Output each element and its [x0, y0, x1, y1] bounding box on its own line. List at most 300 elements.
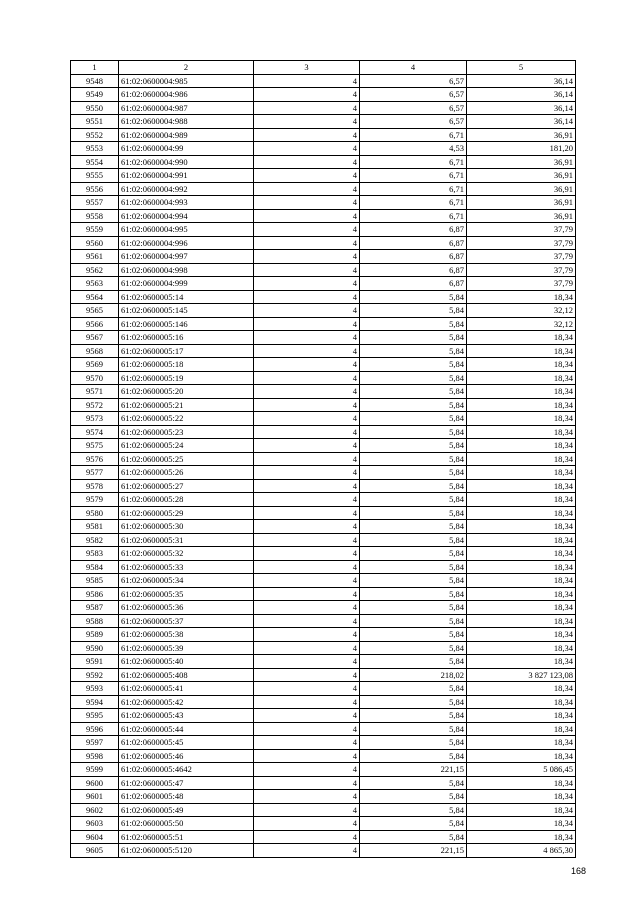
- table-cell-col-2: 61:02:0600005:17: [119, 344, 254, 358]
- table-cell-col-3: 4: [254, 736, 360, 750]
- table-cell-col-1: 9548: [71, 74, 119, 88]
- table-row: [71, 844, 576, 858]
- table-cell-col-3: 4: [254, 196, 360, 210]
- table-cell-col-1: 9550: [71, 101, 119, 115]
- table-cell-col-5: 18,34: [467, 682, 576, 696]
- table-cell-col-5: 18,34: [467, 790, 576, 804]
- table-cell-col-4: 5,84: [360, 452, 467, 466]
- table-cell-col-5: 18,34: [467, 736, 576, 750]
- table-cell-col-4: 5,84: [360, 533, 467, 547]
- table-cell-col-1: 9583: [71, 547, 119, 561]
- column-header-5: 5: [467, 61, 576, 75]
- table-cell-col-2: 61:02:0600005:25: [119, 452, 254, 466]
- table-cell-col-3: 4: [254, 304, 360, 318]
- table-cell-col-4: 6,87: [360, 223, 467, 237]
- table-cell-col-5: 18,34: [467, 574, 576, 588]
- table-row: [71, 506, 576, 520]
- table-cell-col-1: 9549: [71, 88, 119, 102]
- column-header-4: 4: [360, 61, 467, 75]
- table-cell-col-1: 9598: [71, 749, 119, 763]
- table-cell-col-3: 4: [254, 277, 360, 291]
- table-cell-col-1: 9592: [71, 668, 119, 682]
- table-cell-col-3: 4: [254, 803, 360, 817]
- table-cell-col-3: 4: [254, 844, 360, 858]
- table-cell-col-2: 61:02:0600005:19: [119, 371, 254, 385]
- table-cell-col-3: 4: [254, 290, 360, 304]
- table-cell-col-5: 36,91: [467, 155, 576, 169]
- table-cell-col-5: 36,91: [467, 196, 576, 210]
- table-cell-col-1: 9597: [71, 736, 119, 750]
- table-row: [71, 371, 576, 385]
- table-cell-col-2: 61:02:0600005:5120: [119, 844, 254, 858]
- table-cell-col-3: 4: [254, 317, 360, 331]
- table-row: [71, 398, 576, 412]
- table-cell-col-3: 4: [254, 398, 360, 412]
- table-cell-col-3: 4: [254, 250, 360, 264]
- table-cell-col-2: 61:02:0600004:998: [119, 263, 254, 277]
- table-cell-col-5: 18,34: [467, 425, 576, 439]
- table-row: [71, 533, 576, 547]
- table-cell-col-3: 4: [254, 223, 360, 237]
- table-row: [71, 142, 576, 156]
- table-cell-col-5: 18,34: [467, 641, 576, 655]
- table-cell-col-3: 4: [254, 425, 360, 439]
- table-cell-col-1: 9586: [71, 587, 119, 601]
- table-cell-col-2: 61:02:0600005:145: [119, 304, 254, 318]
- table-cell-col-5: 37,79: [467, 250, 576, 264]
- table-cell-col-1: 9581: [71, 520, 119, 534]
- table-cell-col-3: 4: [254, 412, 360, 426]
- table-cell-col-2: 61:02:0600005:36: [119, 601, 254, 615]
- table-cell-col-3: 4: [254, 182, 360, 196]
- table-cell-col-3: 4: [254, 263, 360, 277]
- table-row: [71, 425, 576, 439]
- table-cell-col-1: 9570: [71, 371, 119, 385]
- table-cell-col-2: 61:02:0600004:987: [119, 101, 254, 115]
- table-row: [71, 601, 576, 615]
- table-cell-col-5: 18,34: [467, 290, 576, 304]
- table-cell-col-2: 61:02:0600005:21: [119, 398, 254, 412]
- table-cell-col-2: 61:02:0600005:146: [119, 317, 254, 331]
- table-cell-col-5: 37,79: [467, 236, 576, 250]
- table-cell-col-1: 9585: [71, 574, 119, 588]
- table-cell-col-1: 9576: [71, 452, 119, 466]
- table-cell-col-3: 4: [254, 452, 360, 466]
- table-row: [71, 817, 576, 831]
- table-row: [71, 736, 576, 750]
- table-cell-col-5: 18,34: [467, 830, 576, 844]
- table-cell-col-3: 4: [254, 128, 360, 142]
- table-cell-col-4: 6,87: [360, 236, 467, 250]
- table-cell-col-4: 6,87: [360, 250, 467, 264]
- table-cell-col-3: 4: [254, 466, 360, 480]
- table-cell-col-1: 9555: [71, 169, 119, 183]
- table-row: [71, 587, 576, 601]
- table-cell-col-4: 6,57: [360, 88, 467, 102]
- table-row: [71, 250, 576, 264]
- table-cell-col-5: 18,34: [467, 344, 576, 358]
- table-cell-col-1: 9580: [71, 506, 119, 520]
- table-row: [71, 331, 576, 345]
- table-cell-col-4: 6,71: [360, 182, 467, 196]
- table-cell-col-4: 5,84: [360, 425, 467, 439]
- table-cell-col-3: 4: [254, 439, 360, 453]
- table-cell-col-4: 5,84: [360, 574, 467, 588]
- table-row: [71, 358, 576, 372]
- table-cell-col-1: 9599: [71, 763, 119, 777]
- table-cell-col-1: 9556: [71, 182, 119, 196]
- table-cell-col-3: 4: [254, 695, 360, 709]
- table-cell-col-5: 32,12: [467, 304, 576, 318]
- table-cell-col-4: 5,84: [360, 290, 467, 304]
- table-row: [71, 236, 576, 250]
- table-cell-col-4: 5,84: [360, 628, 467, 642]
- table-cell-col-5: 18,34: [467, 803, 576, 817]
- table-row: [71, 385, 576, 399]
- table-cell-col-1: 9594: [71, 695, 119, 709]
- table-cell-col-4: 6,57: [360, 101, 467, 115]
- table-row: [71, 641, 576, 655]
- table-cell-col-5: 18,34: [467, 331, 576, 345]
- table-cell-col-2: 61:02:0600005:14: [119, 290, 254, 304]
- column-header-3: 3: [254, 61, 360, 75]
- table-cell-col-3: 4: [254, 601, 360, 615]
- table-cell-col-1: 9560: [71, 236, 119, 250]
- table-cell-col-4: 6,71: [360, 128, 467, 142]
- table-cell-col-5: 18,34: [467, 628, 576, 642]
- table-cell-col-3: 4: [254, 830, 360, 844]
- table-cell-col-5: 18,34: [467, 479, 576, 493]
- table-cell-col-2: 61:02:0600005:31: [119, 533, 254, 547]
- table-cell-col-5: 18,34: [467, 412, 576, 426]
- table-cell-col-1: 9596: [71, 722, 119, 736]
- table-cell-col-2: 61:02:0600005:47: [119, 776, 254, 790]
- table-row: [71, 560, 576, 574]
- table-cell-col-1: 9595: [71, 709, 119, 723]
- table-cell-col-2: 61:02:0600005:38: [119, 628, 254, 642]
- table-cell-col-4: 5,84: [360, 493, 467, 507]
- table-cell-col-4: 5,84: [360, 331, 467, 345]
- table-cell-col-5: 18,34: [467, 749, 576, 763]
- table-cell-col-5: 36,14: [467, 115, 576, 129]
- table-cell-col-2: 61:02:0600004:999: [119, 277, 254, 291]
- table-cell-col-2: 61:02:0600005:24: [119, 439, 254, 453]
- table-cell-col-1: 9588: [71, 614, 119, 628]
- table-row: [71, 155, 576, 169]
- table-cell-col-4: 6,87: [360, 263, 467, 277]
- table-cell-col-3: 4: [254, 358, 360, 372]
- table-cell-col-3: 4: [254, 371, 360, 385]
- table-row: [71, 466, 576, 480]
- table-cell-col-2: 61:02:0600004:99: [119, 142, 254, 156]
- table-cell-col-5: 36,91: [467, 128, 576, 142]
- table-cell-col-3: 4: [254, 493, 360, 507]
- table-cell-col-4: 6,71: [360, 196, 467, 210]
- column-header-1: 1: [71, 61, 119, 75]
- table-cell-col-3: 4: [254, 331, 360, 345]
- table-cell-col-5: 18,34: [467, 709, 576, 723]
- table-cell-col-2: 61:02:0600004:992: [119, 182, 254, 196]
- table-cell-col-1: 9573: [71, 412, 119, 426]
- table-cell-col-4: 5,84: [360, 655, 467, 669]
- table-cell-col-4: 218,02: [360, 668, 467, 682]
- table-row: [71, 682, 576, 696]
- data-table: [70, 60, 576, 858]
- table-cell-col-2: 61:02:0600005:49: [119, 803, 254, 817]
- table-cell-col-4: 5,84: [360, 412, 467, 426]
- table-cell-col-1: 9591: [71, 655, 119, 669]
- table-cell-col-4: 5,84: [360, 709, 467, 723]
- table-cell-col-3: 4: [254, 817, 360, 831]
- table-cell-col-4: 5,84: [360, 817, 467, 831]
- table-cell-col-4: 5,84: [360, 749, 467, 763]
- table-cell-col-2: 61:02:0600004:994: [119, 209, 254, 223]
- table-cell-col-4: 5,84: [360, 722, 467, 736]
- table-row: [71, 452, 576, 466]
- table-row: [71, 101, 576, 115]
- table-cell-col-5: 18,34: [467, 439, 576, 453]
- table-row: [71, 263, 576, 277]
- table-cell-col-3: 4: [254, 74, 360, 88]
- table-cell-col-1: 9572: [71, 398, 119, 412]
- table-row: [71, 344, 576, 358]
- table-cell-col-4: 5,84: [360, 439, 467, 453]
- table-cell-col-1: 9571: [71, 385, 119, 399]
- table-cell-col-4: 5,84: [360, 344, 467, 358]
- table-cell-col-1: 9567: [71, 331, 119, 345]
- table-cell-col-4: 6,71: [360, 169, 467, 183]
- table-row: [71, 182, 576, 196]
- table-cell-col-1: 9574: [71, 425, 119, 439]
- table-row: [71, 628, 576, 642]
- table-row: [71, 223, 576, 237]
- table-cell-col-5: 181,20: [467, 142, 576, 156]
- table-cell-col-1: 9605: [71, 844, 119, 858]
- table-cell-col-4: 5,84: [360, 695, 467, 709]
- table-cell-col-5: 36,14: [467, 88, 576, 102]
- table-cell-col-2: 61:02:0600005:42: [119, 695, 254, 709]
- table-cell-col-5: 36,14: [467, 101, 576, 115]
- table-cell-col-1: 9579: [71, 493, 119, 507]
- table-cell-col-3: 4: [254, 776, 360, 790]
- table-row: [71, 830, 576, 844]
- table-cell-col-2: 61:02:0600005:35: [119, 587, 254, 601]
- table-cell-col-3: 4: [254, 587, 360, 601]
- table-header: [71, 61, 576, 75]
- table-cell-col-2: 61:02:0600005:22: [119, 412, 254, 426]
- table-row: [71, 412, 576, 426]
- table-cell-col-1: 9552: [71, 128, 119, 142]
- table-cell-col-4: 5,84: [360, 547, 467, 561]
- table-cell-col-2: 61:02:0600004:996: [119, 236, 254, 250]
- page-number: 168: [570, 866, 586, 876]
- table-cell-col-5: 36,14: [467, 74, 576, 88]
- table-row: [71, 614, 576, 628]
- table-cell-col-3: 4: [254, 142, 360, 156]
- table-cell-col-5: 18,34: [467, 520, 576, 534]
- table-row: [71, 493, 576, 507]
- table-cell-col-2: 61:02:0600005:33: [119, 560, 254, 574]
- table-row: [71, 290, 576, 304]
- table-cell-col-3: 4: [254, 236, 360, 250]
- table-cell-col-3: 4: [254, 520, 360, 534]
- table-cell-col-5: 36,91: [467, 182, 576, 196]
- table-cell-col-4: 5,84: [360, 790, 467, 804]
- table-cell-col-3: 4: [254, 574, 360, 588]
- table-cell-col-5: 18,34: [467, 601, 576, 615]
- table-row: [71, 74, 576, 88]
- table-cell-col-3: 4: [254, 547, 360, 561]
- table-cell-col-3: 4: [254, 709, 360, 723]
- table-cell-col-1: 9568: [71, 344, 119, 358]
- table-cell-col-4: 5,84: [360, 614, 467, 628]
- table-cell-col-5: 18,34: [467, 371, 576, 385]
- column-header-2: 2: [119, 61, 254, 75]
- table-cell-col-4: 5,84: [360, 560, 467, 574]
- table-cell-col-4: 221,15: [360, 763, 467, 777]
- table-cell-col-4: 221,15: [360, 844, 467, 858]
- table-cell-col-1: 9566: [71, 317, 119, 331]
- table-row: [71, 304, 576, 318]
- table-cell-col-1: 9554: [71, 155, 119, 169]
- table-cell-col-2: 61:02:0600005:4642: [119, 763, 254, 777]
- table-cell-col-4: 5,84: [360, 358, 467, 372]
- table-row: [71, 803, 576, 817]
- table-cell-col-4: 5,84: [360, 601, 467, 615]
- table-cell-col-3: 4: [254, 722, 360, 736]
- table-row: [71, 277, 576, 291]
- table-cell-col-5: 5 086,45: [467, 763, 576, 777]
- table-cell-col-5: 18,34: [467, 466, 576, 480]
- table-cell-col-2: 61:02:0600005:29: [119, 506, 254, 520]
- table-cell-col-2: 61:02:0600005:39: [119, 641, 254, 655]
- table-cell-col-3: 4: [254, 790, 360, 804]
- table-cell-col-1: 9557: [71, 196, 119, 210]
- table-row: [71, 209, 576, 223]
- table-cell-col-3: 4: [254, 479, 360, 493]
- table-cell-col-2: 61:02:0600005:44: [119, 722, 254, 736]
- table-cell-col-2: 61:02:0600005:26: [119, 466, 254, 480]
- table-cell-col-1: 9604: [71, 830, 119, 844]
- table-cell-col-3: 4: [254, 749, 360, 763]
- table-cell-col-4: 6,57: [360, 115, 467, 129]
- table-cell-col-4: 5,84: [360, 736, 467, 750]
- table-cell-col-1: 9590: [71, 641, 119, 655]
- table-cell-col-2: 61:02:0600005:16: [119, 331, 254, 345]
- table-cell-col-3: 4: [254, 344, 360, 358]
- table-cell-col-3: 4: [254, 209, 360, 223]
- table-cell-col-2: 61:02:0600005:40: [119, 655, 254, 669]
- table-cell-col-3: 4: [254, 560, 360, 574]
- table-cell-col-3: 4: [254, 506, 360, 520]
- table-cell-col-3: 4: [254, 682, 360, 696]
- table-cell-col-4: 5,84: [360, 466, 467, 480]
- table-cell-col-1: 9603: [71, 817, 119, 831]
- table-cell-col-2: 61:02:0600005:51: [119, 830, 254, 844]
- table-cell-col-1: 9575: [71, 439, 119, 453]
- table-cell-col-2: 61:02:0600005:18: [119, 358, 254, 372]
- table-row: [71, 479, 576, 493]
- table-cell-col-3: 4: [254, 668, 360, 682]
- table-cell-col-4: 5,84: [360, 682, 467, 696]
- table-cell-col-1: 9563: [71, 277, 119, 291]
- table-cell-col-5: 37,79: [467, 277, 576, 291]
- table-cell-col-1: 9564: [71, 290, 119, 304]
- table-cell-col-4: 5,84: [360, 803, 467, 817]
- table-cell-col-5: 36,91: [467, 209, 576, 223]
- table-cell-col-1: 9553: [71, 142, 119, 156]
- table-row: [71, 439, 576, 453]
- table-cell-col-5: 18,34: [467, 493, 576, 507]
- table-cell-col-3: 4: [254, 155, 360, 169]
- table-cell-col-3: 4: [254, 655, 360, 669]
- table-cell-col-4: 5,84: [360, 385, 467, 399]
- table-cell-col-5: 18,34: [467, 506, 576, 520]
- table-cell-col-5: 18,34: [467, 547, 576, 561]
- table-cell-col-5: 4 865,30: [467, 844, 576, 858]
- table-cell-col-1: 9582: [71, 533, 119, 547]
- table-cell-col-4: 6,71: [360, 155, 467, 169]
- table-cell-col-1: 9602: [71, 803, 119, 817]
- table-cell-col-1: 9558: [71, 209, 119, 223]
- table-cell-col-2: 61:02:0600004:995: [119, 223, 254, 237]
- table-cell-col-2: 61:02:0600004:988: [119, 115, 254, 129]
- table-cell-col-5: 18,34: [467, 655, 576, 669]
- table-cell-col-2: 61:02:0600004:997: [119, 250, 254, 264]
- table-cell-col-2: 61:02:0600005:27: [119, 479, 254, 493]
- table-cell-col-4: 5,84: [360, 830, 467, 844]
- table-cell-col-5: 37,79: [467, 223, 576, 237]
- table-cell-col-2: 61:02:0600004:993: [119, 196, 254, 210]
- table-cell-col-3: 4: [254, 115, 360, 129]
- table-row: [71, 722, 576, 736]
- table-cell-col-3: 4: [254, 88, 360, 102]
- table-row: [71, 88, 576, 102]
- table-row: [71, 520, 576, 534]
- table-cell-col-1: 9587: [71, 601, 119, 615]
- table-cell-col-5: 37,79: [467, 263, 576, 277]
- table-row: [71, 763, 576, 777]
- table-cell-col-1: 9577: [71, 466, 119, 480]
- table-cell-col-2: 61:02:0600005:408: [119, 668, 254, 682]
- table-cell-col-5: 18,34: [467, 722, 576, 736]
- table-cell-col-2: 61:02:0600005:34: [119, 574, 254, 588]
- table-cell-col-4: 5,84: [360, 506, 467, 520]
- table-row: [71, 709, 576, 723]
- table-cell-col-5: 18,34: [467, 614, 576, 628]
- table-row: [71, 655, 576, 669]
- table-cell-col-4: 6,71: [360, 209, 467, 223]
- table-row: [71, 115, 576, 129]
- table-cell-col-1: 9559: [71, 223, 119, 237]
- table-cell-col-5: 18,34: [467, 533, 576, 547]
- table-cell-col-5: 3 827 123,08: [467, 668, 576, 682]
- table-row: [71, 668, 576, 682]
- table-cell-col-4: 5,84: [360, 776, 467, 790]
- table-cell-col-3: 4: [254, 641, 360, 655]
- table-cell-col-4: 5,84: [360, 317, 467, 331]
- table-cell-col-3: 4: [254, 614, 360, 628]
- table-cell-col-1: 9584: [71, 560, 119, 574]
- table-cell-col-4: 5,84: [360, 520, 467, 534]
- table-cell-col-2: 61:02:0600005:43: [119, 709, 254, 723]
- header-row: [71, 61, 576, 75]
- table-cell-col-2: 61:02:0600005:30: [119, 520, 254, 534]
- table-cell-col-5: 18,34: [467, 398, 576, 412]
- table-cell-col-4: 5,84: [360, 641, 467, 655]
- table-cell-col-2: 61:02:0600005:32: [119, 547, 254, 561]
- table-row: [71, 574, 576, 588]
